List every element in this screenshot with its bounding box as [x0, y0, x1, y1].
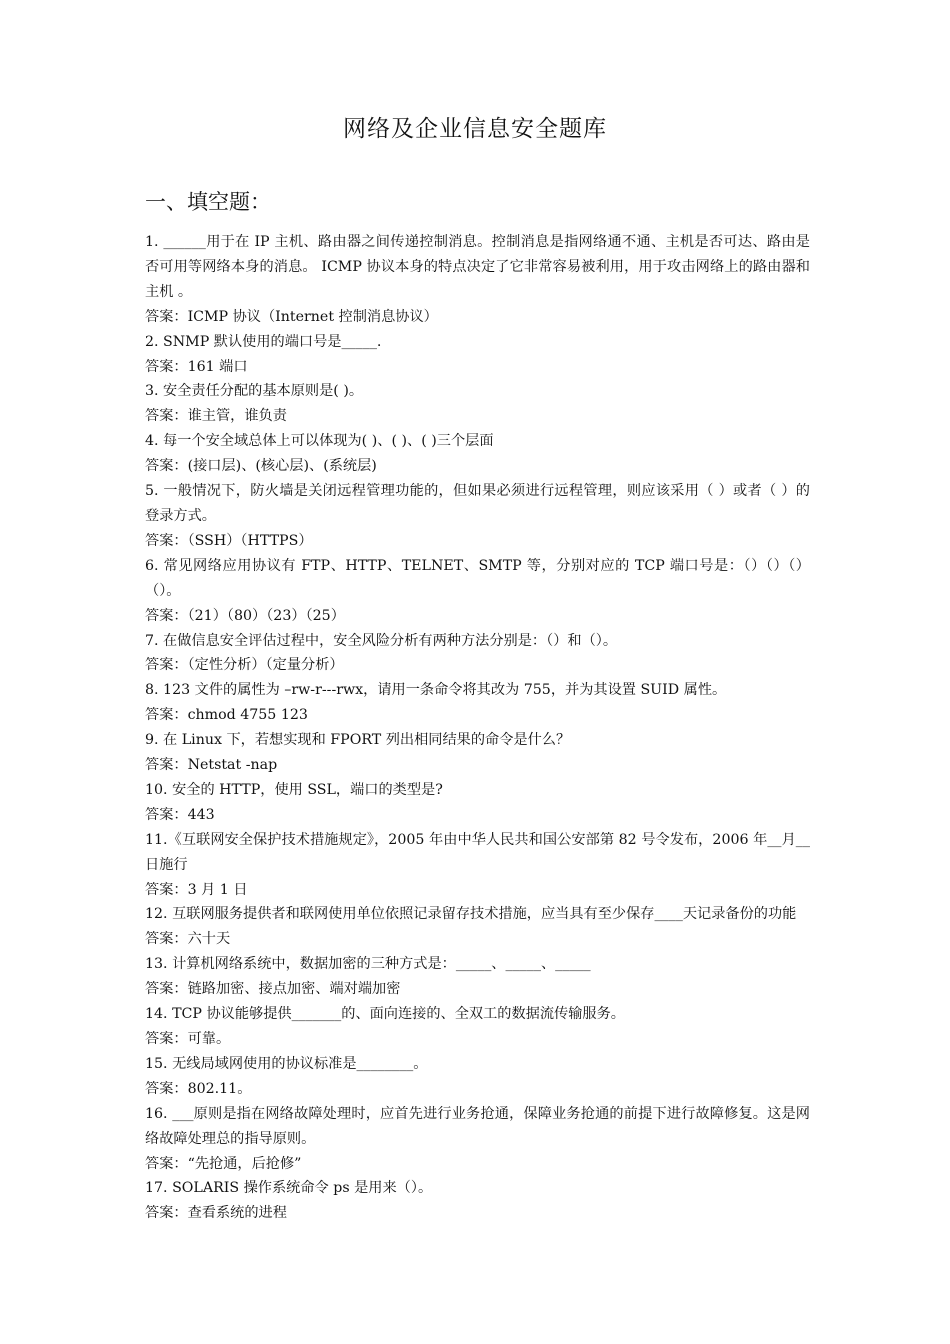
question-item-4 [145, 429, 810, 479]
answer-text: 答案：“先抢通，后抢修” [145, 1155, 302, 1172]
answer-text: 答案：可靠。 [145, 1031, 231, 1047]
answer-text: 答案：chmod 4755 123 [145, 707, 308, 724]
question-text: 5. 一般情况下，防火墙是关闭远程管理功能的，但如果必须进行远程管理，则应该采用（ ）或者（ ）的登录方式。 [145, 483, 810, 524]
question-item-9 [145, 728, 810, 778]
answer-text: 答案：Netstat -nap [145, 757, 278, 774]
question-item-5 [145, 479, 810, 554]
answer-text: 答案：六十天 [145, 931, 231, 948]
question-item-3 [145, 379, 810, 429]
question-text: 7. 在做信息安全评估过程中，安全风险分析有两种方法分别是：（）和（）。 [145, 632, 618, 649]
answer-text: 答案：链路加密、接点加密、端对端加密 [145, 981, 401, 998]
answer-text: 答案：（SSH）（HTTPS） [145, 532, 313, 549]
question-item-8 [145, 678, 810, 728]
question-item-12 [145, 902, 810, 952]
question-text: 10. 安全的 HTTP，使用 SSL，端口的类型是? [145, 781, 443, 798]
question-text: 4. 每一个安全域总体上可以体现为( )、( )、( )三个层面 [145, 433, 494, 450]
section-heading: 一、填空题： [145, 190, 271, 214]
question-item-13 [145, 952, 810, 1002]
answer-text: 答案：（21）（80）（23）（25） [145, 607, 345, 624]
question-text: 9. 在 Linux 下，若想实现和 FPORT 列出相同结果的命令是什么？ [145, 732, 571, 749]
answer-text: 答案：161 端口 [145, 358, 248, 375]
question-text: 1. ______用于在 IP 主机、路由器之间传递控制消息。控制消息是指网络通不通、主机是否可达、路由是否可用等网络本身的消息。 ICMP 协议本身的特点决定了它非常容易被利用，用于攻击网络上的路由器和主机 。 [145, 234, 810, 300]
question-text: 13. 计算机网络系统中，数据加密的三种方式是：_____、_____、_____ [145, 956, 591, 973]
answer-text: 答案：ICMP 协议（Internet 控制消息协议） [145, 308, 438, 325]
question-item-7 [145, 629, 810, 679]
question-text: 6. 常见网络应用协议有 FTP、HTTP、TELNET、SMTP 等，分别对应的 TCP 端口号是：（）（）（）（）。 [145, 557, 810, 599]
question-item-1 [145, 230, 810, 330]
question-item-17 [145, 1176, 810, 1226]
document-title: 网络及企业信息安全题库 [343, 116, 607, 142]
question-item-11 [145, 828, 810, 903]
answer-text: 答案：谁主管，谁负责 [145, 408, 287, 425]
question-text: 8. 123 文件的属性为 –rw-r---rwx，请用一条命令将其改为 755，并为其设置 SUID 属性。 [145, 682, 727, 699]
question-item-14 [145, 1002, 810, 1052]
question-text: 3. 安全责任分配的基本原则是( )。 [145, 383, 364, 400]
question-text: 12. 互联网服务提供者和联网使用单位依照记录留存技术措施，应当具有至少保存____天记录备份的功能 [145, 906, 797, 923]
question-item-6 [145, 554, 810, 629]
question-item-2 [145, 330, 810, 380]
question-text: 2. SNMP 默认使用的端口号是_____. [145, 333, 382, 350]
answer-text: 答案：查看系统的进程 [145, 1205, 287, 1222]
question-text: 17. SOLARIS 操作系统命令 ps 是用来（）。 [145, 1180, 433, 1197]
question-text: 14. TCP 协议能够提供_______的、面向连接的、全双工的数据流传输服务。 [145, 1006, 625, 1023]
question-text: 15. 无线局域网使用的协议标准是________。 [145, 1055, 428, 1072]
answer-text: 答案：(接口层)、(核心层)、(系统层) [145, 458, 377, 475]
answer-text: 答案：443 [145, 806, 215, 823]
question-item-16 [145, 1102, 810, 1177]
question-item-10 [145, 778, 810, 828]
question-text: 16. ___原则是指在网络故障处理时，应首先进行业务抢通，保障业务抢通的前提下进行故障修复。这是网络故障处理总的指导原则。 [145, 1105, 810, 1147]
answer-text: 答案：（定性分析）（定量分析） [145, 657, 344, 674]
answer-text: 答案：3 月 1 日 [145, 881, 248, 898]
question-list [145, 230, 810, 1226]
question-text: 11.《互联网安全保护技术措施规定》，2005 年由中华人民共和国公安部第 82 号令发布，2006 年__月__日施行 [145, 831, 810, 873]
question-item-15 [145, 1052, 810, 1102]
answer-text: 答案：802.11。 [145, 1080, 252, 1097]
